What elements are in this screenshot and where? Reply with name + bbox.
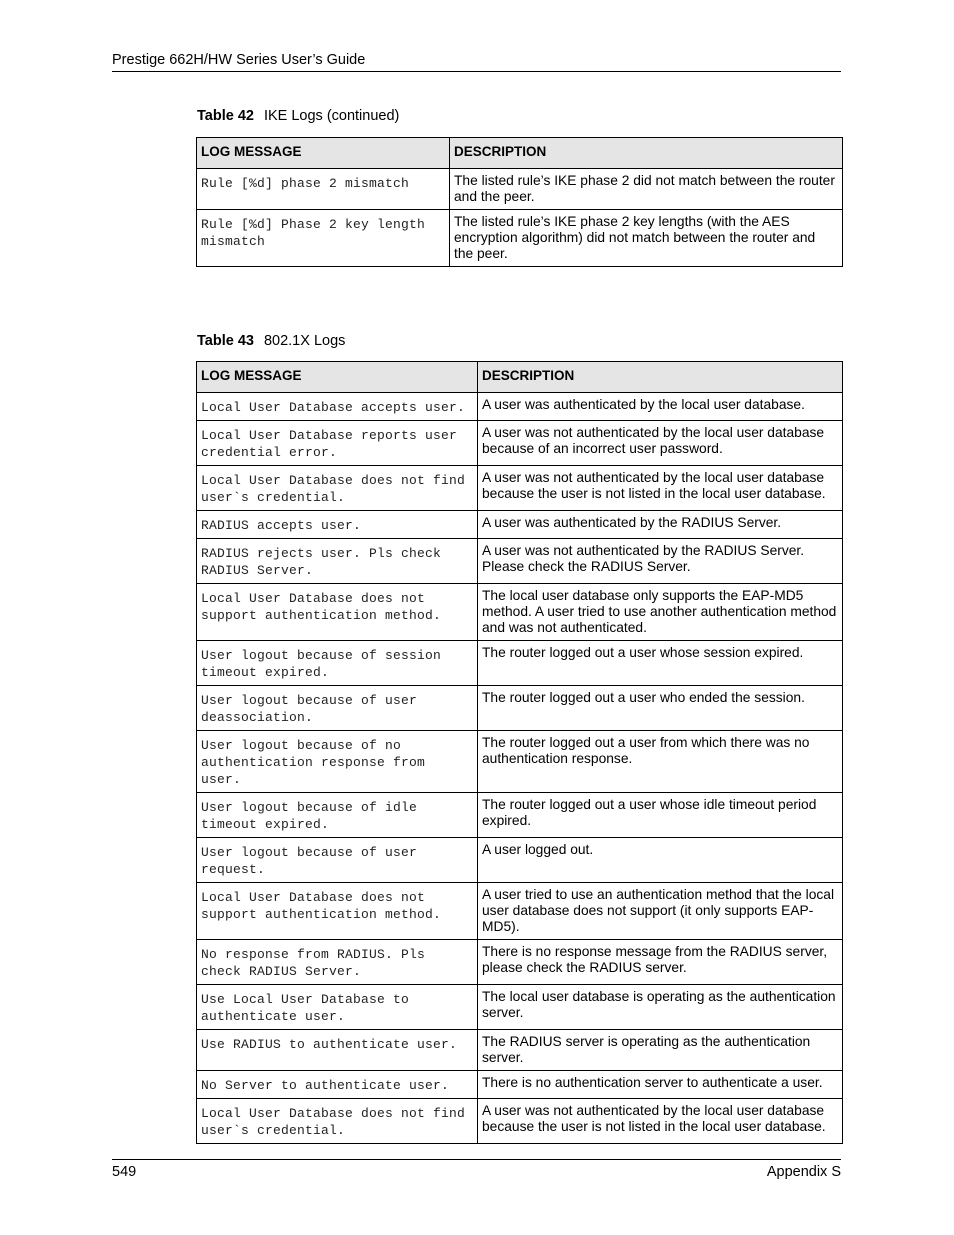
table-row: [197, 421, 843, 466]
table42-title: IKE Logs (continued): [263, 108, 400, 124]
description-cell: A user was not authenticated by the local user database because of an incorrect user password.: [478, 421, 843, 466]
log-message-cell: Rule [%d] Phase 2 key length mismatch: [197, 210, 450, 267]
table43-caption: [197, 333, 345, 349]
table-row: [197, 985, 843, 1030]
log-message-cell: Local User Database reports user credential error.: [197, 421, 478, 466]
page-header: [112, 52, 841, 72]
ike-logs-table: [196, 137, 843, 267]
log-message-cell: Rule [%d] phase 2 mismatch: [197, 169, 450, 210]
log-message-cell: User logout because of idle timeout expired.: [197, 793, 478, 838]
description-cell: The router logged out a user whose session expired.: [478, 641, 843, 686]
column-header-log-message: LOG MESSAGE: [197, 138, 450, 169]
table-row: [197, 641, 843, 686]
table-row: [197, 393, 843, 421]
log-message-cell: RADIUS accepts user.: [197, 511, 478, 539]
log-message-cell: No Server to authenticate user.: [197, 1071, 478, 1099]
table-row: [197, 838, 843, 883]
table-row: [197, 883, 843, 940]
description-cell: The listed rule’s IKE phase 2 key lengths (with the AES encryption algorithm) did not match between the router and the peer.: [450, 210, 843, 267]
table43-title: 802.1X Logs: [263, 333, 346, 349]
section-name: Appendix S: [766, 1164, 841, 1180]
log-message-cell: Use Local User Database to authenticate user.: [197, 985, 478, 1030]
table-row: [197, 210, 843, 267]
table-header-row: [197, 362, 843, 393]
dot1x-logs-body: [197, 393, 843, 1144]
log-message-cell: Local User Database accepts user.: [197, 393, 478, 421]
description-cell: A user was not authenticated by the RADIUS Server. Please check the RADIUS Server.: [478, 539, 843, 584]
table-row: [197, 584, 843, 641]
description-cell: The local user database is operating as the authentication server.: [478, 985, 843, 1030]
log-message-cell: User logout because of session timeout expired.: [197, 641, 478, 686]
table-row: [197, 466, 843, 511]
log-message-cell: No response from RADIUS. Pls check RADIUS Server.: [197, 940, 478, 985]
table-row: [197, 793, 843, 838]
table-row: [197, 940, 843, 985]
description-cell: The router logged out a user whose idle timeout period expired.: [478, 793, 843, 838]
description-cell: A user was not authenticated by the local user database because the user is not listed in the local user database.: [478, 466, 843, 511]
table-row: [197, 511, 843, 539]
table43-label: Table 43: [197, 333, 254, 349]
description-cell: The router logged out a user who ended the session.: [478, 686, 843, 731]
table-row: [197, 686, 843, 731]
description-cell: There is no authentication server to authenticate a user.: [478, 1071, 843, 1099]
table-header-row: [197, 138, 843, 169]
log-message-cell: User logout because of no authentication response from user.: [197, 731, 478, 793]
column-header-description: DESCRIPTION: [450, 138, 843, 169]
dot1x-logs-table: [196, 361, 843, 1144]
table-row: [197, 1071, 843, 1099]
description-cell: There is no response message from the RADIUS server, please check the RADIUS server.: [478, 940, 843, 985]
description-cell: A user was authenticated by the local user database.: [478, 393, 843, 421]
table-row: [197, 169, 843, 210]
description-cell: A user was authenticated by the RADIUS Server.: [478, 511, 843, 539]
ike-logs-body: [197, 169, 843, 267]
table-row: [197, 1030, 843, 1071]
column-header-log-message: LOG MESSAGE: [197, 362, 478, 393]
log-message-cell: Local User Database does not find user`s credential.: [197, 1099, 478, 1144]
description-cell: A user was not authenticated by the local user database because the user is not listed in the local user database.: [478, 1099, 843, 1144]
log-message-cell: Local User Database does not find user`s credential.: [197, 466, 478, 511]
table42-caption: [197, 108, 399, 124]
table42-label: Table 42: [197, 108, 254, 124]
guide-title: Prestige 662H/HW Series User’s Guide: [112, 52, 366, 68]
table-row: [197, 731, 843, 793]
log-message-cell: User logout because of user deassociation.: [197, 686, 478, 731]
log-message-cell: User logout because of user request.: [197, 838, 478, 883]
log-message-cell: Local User Database does not support authentication method.: [197, 584, 478, 641]
log-message-cell: Local User Database does not support authentication method.: [197, 883, 478, 940]
table-row: [197, 1099, 843, 1144]
description-cell: The local user database only supports the EAP-MD5 method. A user tried to use another authentication method and was not authenticated.: [478, 584, 843, 641]
column-header-description: DESCRIPTION: [478, 362, 843, 393]
log-message-cell: RADIUS rejects user. Pls check RADIUS Server.: [197, 539, 478, 584]
table-row: [197, 539, 843, 584]
description-cell: The listed rule’s IKE phase 2 did not match between the router and the peer.: [450, 169, 843, 210]
page-number: 549: [112, 1164, 137, 1180]
description-cell: The RADIUS server is operating as the authentication server.: [478, 1030, 843, 1071]
description-cell: The router logged out a user from which there was no authentication response.: [478, 731, 843, 793]
description-cell: A user logged out.: [478, 838, 843, 883]
page-footer: [112, 1159, 841, 1180]
description-cell: A user tried to use an authentication method that the local user database does not support (it only supports EAP-MD5).: [478, 883, 843, 940]
log-message-cell: Use RADIUS to authenticate user.: [197, 1030, 478, 1071]
